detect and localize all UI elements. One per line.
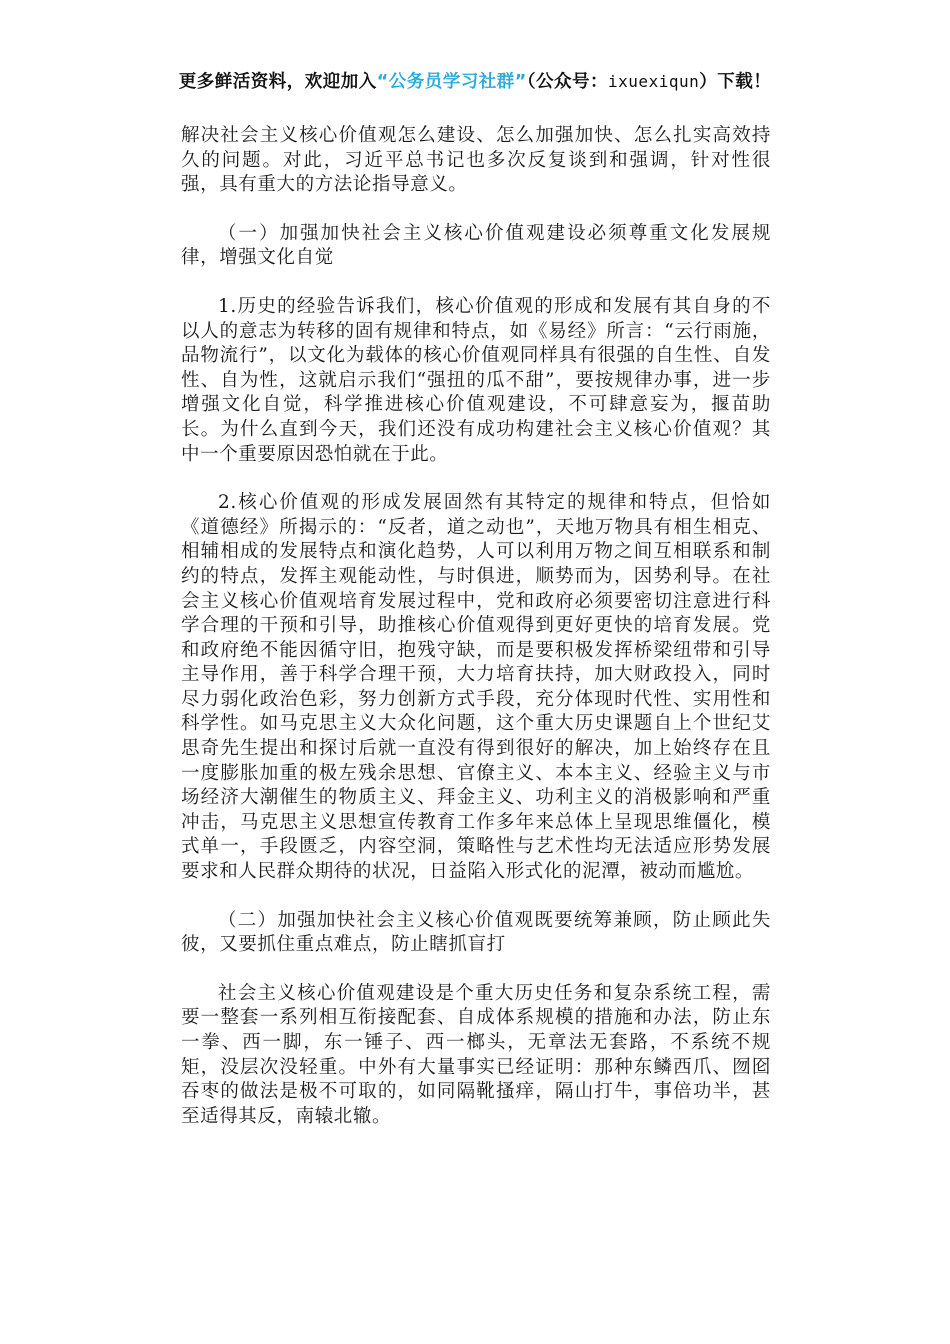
download-banner — [0, 68, 950, 93]
paragraph-gap — [181, 198, 771, 222]
paragraph-gap — [181, 885, 771, 909]
document-body — [181, 124, 771, 1129]
section-heading-2: （二）加强加快社会主义核心价值观既要统筹兼顾，防止顾此失彼，又要抓住重点难点，防止瞎抓盲打 — [181, 909, 771, 956]
intro-paragraph: 解决社会主义核心价值观怎么建设、怎么加强加快、怎么扎实高效持久的问题。对此，习近平总书记也多次反复谈到和强调，针对性很强，具有重大的方法论指导意义。 — [181, 125, 771, 196]
paragraph-gap — [181, 271, 771, 295]
banner-account-close: ）下载！ — [699, 72, 772, 92]
banner-group-name: “公务员学习社群” — [376, 72, 527, 92]
banner-prefix: 更多鲜活资料，欢迎加入 — [178, 72, 377, 92]
paragraph-gap — [181, 467, 771, 491]
banner-account-id: ixuexiqun — [608, 72, 700, 91]
paragraph-3: 社会主义核心价值观建设是个重大历史任务和复杂系统工程，需要一整套一系列相互衔接配套、自成体系规模的措施和办法，防止东一拳、西一脚，东一锤子、西一榔头，无章法无套路，不系统不规矩，没层次没轻重。中外有大量事实已经证明：那种东鳞西爪、囫囵吞枣的做法是极不可取的，如同隔靴搔痒，隔山打牛，事倍功半，甚至适得其反，南辕北辙。 — [181, 982, 771, 1127]
section-heading-1: （一）加强加快社会主义核心价值观建设必须尊重文化发展规律，增强文化自觉 — [181, 222, 771, 269]
banner-account-open: （公众号： — [526, 72, 609, 92]
paragraph-2: 2.核心价值观的形成发展固然有其特定的规律和特点，但恰如《道德经》所揭示的：“反者，道之动也”，天地万物具有相生相克、相辅相成的发展特点和演化趋势，人可以利用万物之间互相联系和制约的特点，发挥主观能动性，与时俱进，顺势而为，因势利导。在社会主义核心价值观培育发展过程中，党和政府必须要密切注意进行科学合理的干预和引导，助推核心价值观得到更好更快的培育发展。党和政府绝不能因循守旧，抱残守缺，而是要积极发挥桥梁纽带和引导主导作用，善于科学合理干预，大力培育扶持，加大财政投入，同时尽力弱化政治色彩，努力创新方式手段，充分体现时代性、实用性和科学性。如马克思主义大众化问题，这个重大历史课题自上个世纪艾思奇先生提出和探讨后就一直没有得到很好的解决，加上始终存在且一度膨胀加重的极左残余思想、官僚主义、本本主义、经验主义与市场经济大潮催生的物质主义、拜金主义、功利主义的消极影响和严重冲击，马克思主义思想宣传教育工作多年来总体上呈现思维僵化，模式单一，手段匮乏，内容空洞，策略性与艺术性均无法适应形势发展要求和人民群众期待的状况，日益陷入形式化的泥潭，被动而尴尬。 — [181, 492, 771, 883]
paragraph-1: 1.历史的经验告诉我们，核心价值观的形成和发展有其自身的不以人的意志为转移的固有规律和特点，如《易经》所言：“云行雨施，品物流行”，以文化为载体的核心价值观同样具有很强的自生性、自发性、自为性，这就启示我们“强扭的瓜不甜”，要按规律办事，进一步增强文化自觉，科学推进核心价值观建设，不可肆意妄为，揠苗助长。为什么直到今天，我们还没有成功构建社会主义核心价值观？其中一个重要原因恐怕就在于此。 — [181, 295, 771, 465]
paragraph-gap — [181, 958, 771, 982]
